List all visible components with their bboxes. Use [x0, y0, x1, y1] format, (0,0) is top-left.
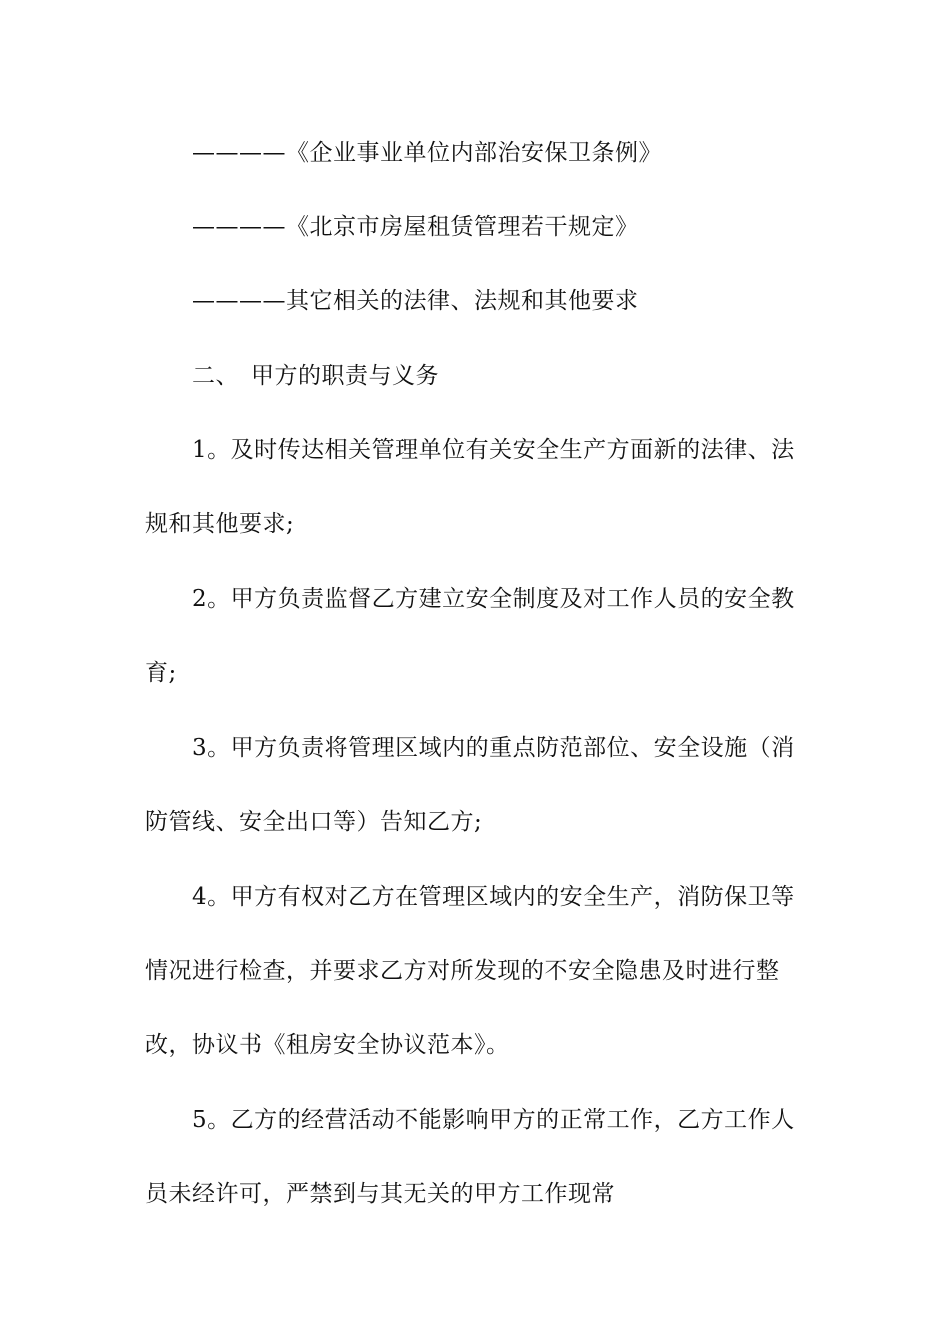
- clause-4-line-3: 改，协议书《租房安全协议范本》。: [145, 1032, 510, 1058]
- clause-3-line-1: 3。甲方负责将管理区域内的重点防范部位、安全设施（消: [192, 735, 795, 761]
- clause-3-line-2: 防管线、安全出口等）告知乙方;: [145, 809, 483, 835]
- clause-1-line-2: 规和其他要求;: [145, 511, 295, 537]
- regulation-reference-2: ————《北京市房屋租赁管理若干规定》: [192, 214, 639, 240]
- clause-4-line-2: 情况进行检查，并要求乙方对所发现的不安全隐患及时进行整: [145, 958, 780, 984]
- clause-5-line-1: 5。乙方的经营活动不能影响甲方的正常工作，乙方工作人: [192, 1107, 795, 1133]
- regulation-reference-3: ————其它相关的法律、法规和其他要求: [192, 288, 639, 314]
- clause-4-line-1: 4。甲方有权对乙方在管理区域内的安全生产，消防保卫等: [192, 884, 795, 910]
- clause-2-line-2: 育;: [145, 660, 177, 686]
- regulation-reference-1: ————《企业事业单位内部治安保卫条例》: [192, 140, 662, 166]
- clause-1-line-1: 1。及时传达相关管理单位有关安全生产方面新的法律、法: [192, 437, 795, 463]
- clause-2-line-1: 2。甲方负责监督乙方建立安全制度及对工作人员的安全教: [192, 586, 795, 612]
- clause-5-line-2: 员未经许可，严禁到与其无关的甲方工作现常: [145, 1181, 615, 1207]
- section-heading: 二、 甲方的职责与义务: [192, 363, 439, 389]
